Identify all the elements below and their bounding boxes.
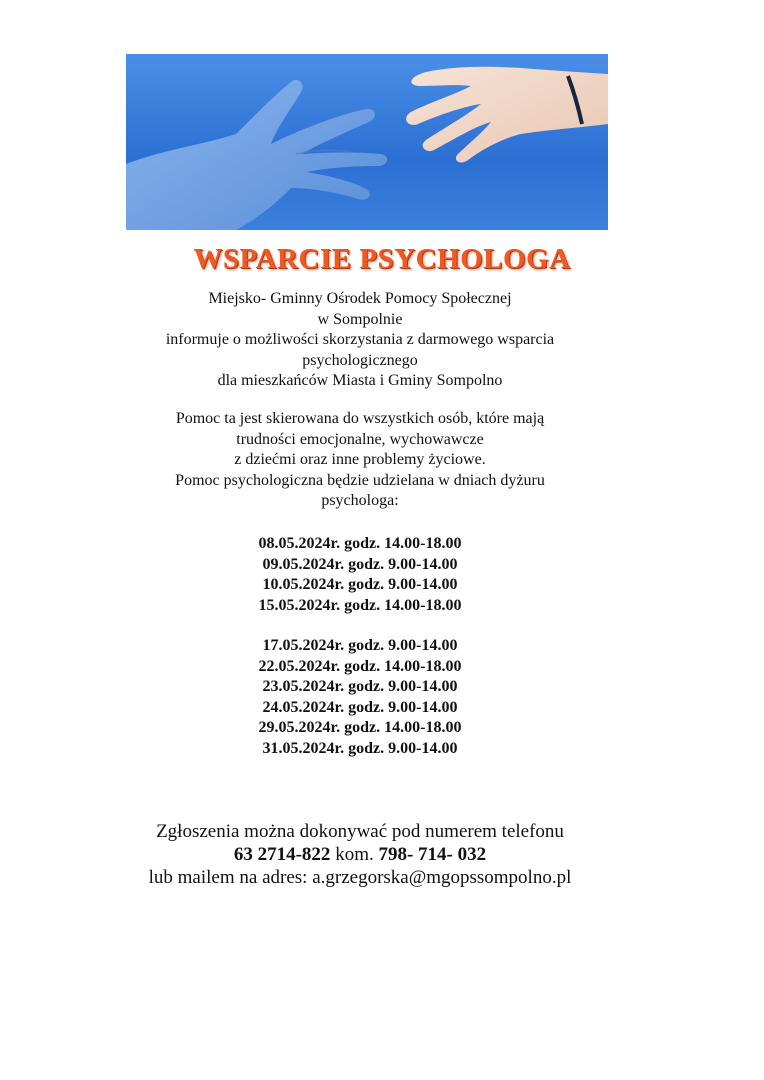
- phone-ext-label: kom.: [335, 844, 374, 865]
- schedule-item: 22.05.2024r. godz. 14.00-18.00: [258, 657, 462, 675]
- intro-paragraph: [0, 289, 720, 392]
- contact-phone-line: [0, 843, 720, 866]
- info-line: Pomoc psychologiczna będzie udzielana w dniach dyżuru: [175, 471, 545, 489]
- info-line: trudności emocjonalne, wychowawcze: [236, 430, 484, 448]
- schedule-item: 15.05.2024r. godz. 14.00-18.00: [258, 596, 462, 614]
- info-line: z dziećmi oraz inne problemy życiowe.: [234, 451, 486, 468]
- schedule-item: 10.05.2024r. godz. 9.00-14.00: [262, 576, 458, 593]
- intro-line: dla mieszkańców Miasta i Gminy Sompolno: [217, 372, 503, 389]
- info-line: Pomoc ta jest skierowana do wszystkich osób, które mają: [175, 410, 545, 427]
- schedule-item: 17.05.2024r. godz. 9.00-14.00: [262, 637, 458, 654]
- intro-line: Miejsko- Gminny Ośrodek Pomocy Społecznej: [208, 290, 512, 307]
- schedule-item: 31.05.2024r. godz. 9.00-14.00: [262, 739, 458, 757]
- email-address: a.grzegorska@mgopssompolno.pl: [312, 867, 572, 888]
- mobile-number: 798- 714- 032: [378, 844, 487, 865]
- schedule-item: 24.05.2024r. godz. 9.00-14.00: [262, 698, 458, 716]
- schedule-item: 09.05.2024r. godz. 9.00-14.00: [262, 555, 458, 573]
- schedule-item: 23.05.2024r. godz. 9.00-14.00: [262, 678, 458, 695]
- page-title: WSPARCIE PSYCHOLOGA: [193, 243, 571, 275]
- info-line: psychologa:: [321, 492, 399, 509]
- intro-line: psychologicznego: [302, 351, 418, 369]
- contact-intro: Zgłoszenia można dokonywać pod numerem telefonu: [156, 821, 564, 842]
- intro-line: informuje o możliwości skorzystania z darmowego wsparcia: [165, 331, 555, 348]
- contact-section: [0, 820, 720, 889]
- intro-line: w Sompolnie: [317, 310, 403, 328]
- schedule-item: 08.05.2024r. godz. 14.00-18.00: [258, 535, 462, 552]
- hero-image-hands: [126, 54, 608, 230]
- schedule-list-group-1: [0, 534, 720, 616]
- schedule-list-group-2: [0, 636, 720, 759]
- phone-number: 63 2714-822: [233, 844, 331, 865]
- contact-email-line: [0, 866, 720, 889]
- email-prefix: lub mailem na adres:: [148, 867, 313, 888]
- info-paragraph: [0, 409, 720, 512]
- schedule-item: 29.05.2024r. godz. 14.00-18.00: [258, 719, 462, 736]
